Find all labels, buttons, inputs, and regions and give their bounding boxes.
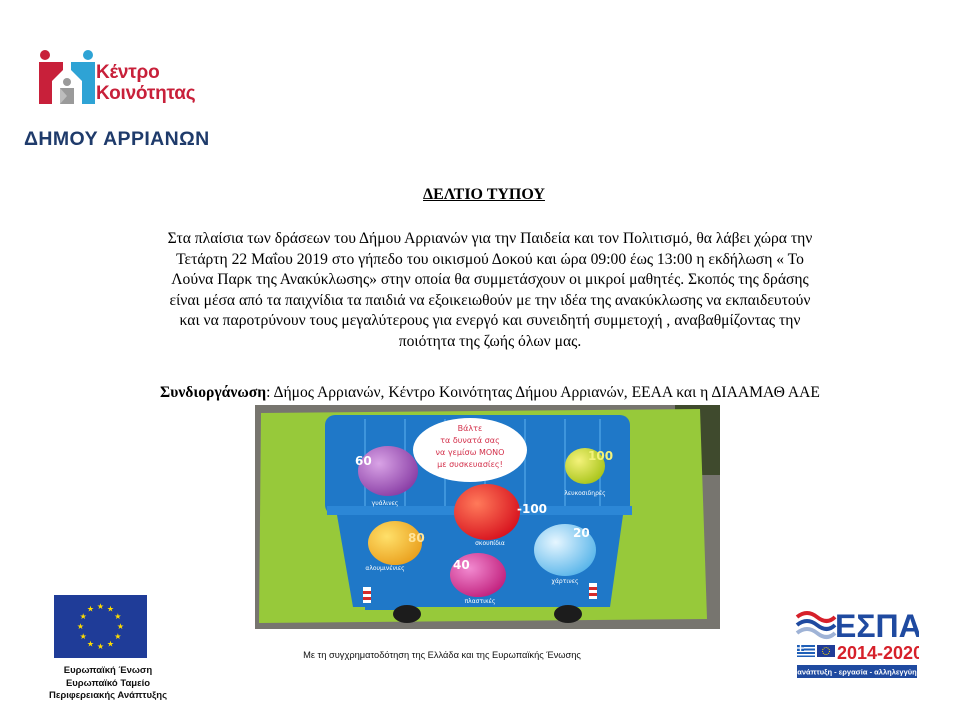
bubble-line: με συσκευασίες! xyxy=(437,460,503,469)
svg-text:★: ★ xyxy=(114,632,122,641)
co-organization xyxy=(70,384,910,402)
target-score: 100 xyxy=(588,449,614,463)
body-line: Τετάρτη 22 Μαΐου 2019 στο γήπεδο του οικισμού Δοκού και ώρα 09:00 έως 13:00 η εκδήλωση « Το xyxy=(176,250,804,268)
svg-text:★: ★ xyxy=(96,642,105,651)
target-label: χάρτινες xyxy=(551,578,579,585)
target-label: λευκοσιδηρές xyxy=(564,490,606,497)
espa-logo-icon xyxy=(795,603,919,681)
bubble-line: να γεμίσω ΜΟΝΟ xyxy=(435,448,505,457)
body-line: είναι μέσα από τα παιχνίδια τα παιδιά να εξοικειωθούν με την ιδέα της ανακύκλωσης να εκπαιδευτούν xyxy=(169,291,811,309)
eu-flag-icon xyxy=(54,595,147,658)
svg-text:★: ★ xyxy=(96,602,105,611)
co-organization-text: : Δήμος Αρριανών, Κέντρο Κοινότητας Δήμου Αρριανών, ΕΕΑΑ και η ΔΙΑΑΜΑΘ ΑΑΕ xyxy=(266,384,820,401)
kentro-koinotitas-logo-icon xyxy=(36,48,98,108)
cofunding-text: Με τη συγχρηματοδότηση της Ελλάδα και της Ευρωπαϊκής Ένωσης xyxy=(303,650,581,660)
target-score: 40 xyxy=(453,558,470,572)
target-label: γυάλινες xyxy=(371,500,399,507)
eu-flag xyxy=(54,595,147,658)
target-label: σκουπίδια xyxy=(475,540,505,547)
target-score: 20 xyxy=(573,526,590,540)
svg-text:★: ★ xyxy=(114,612,122,621)
press-release-title-text: ΔΕΛΤΙΟ ΤΥΠΟΥ xyxy=(423,186,545,203)
svg-text:★: ★ xyxy=(106,604,115,614)
target-label: αλουμινένιες xyxy=(365,565,405,572)
svg-text:★: ★ xyxy=(79,632,87,641)
eu-caption-line: Περιφερειακής Ανάπτυξης xyxy=(48,690,168,701)
body-line: Στα πλαίσια των δράσεων του Δήμου Αρριανών για την Παιδεία και τον Πολιτισμό, θα λάβει χώρα την xyxy=(167,230,813,247)
svg-text:★: ★ xyxy=(86,639,95,649)
bubble-line: τα δυνατά σας xyxy=(440,436,500,445)
eu-caption-line: Ευρωπαϊκή Ένωση xyxy=(63,665,153,676)
eu-caption-line: Ευρωπαϊκό Ταμείο xyxy=(65,677,151,689)
espa-logo xyxy=(795,603,919,681)
target-score: -100 xyxy=(517,502,548,516)
logo-text xyxy=(96,62,195,104)
target-score: 60 xyxy=(355,454,372,468)
eu-caption xyxy=(20,665,196,703)
espa-slogan: ανάπτυξη - εργασία - αλληλεγγύη xyxy=(797,667,917,677)
svg-text:★: ★ xyxy=(76,622,85,631)
co-organization-label: Συνδιοργάνωση xyxy=(160,384,267,401)
event-photo xyxy=(255,405,720,629)
target-score: 80 xyxy=(408,531,425,545)
body-line: και να παροτρύνουν τους μεγαλύτερους για ενεργό και συνειδητή συμμετοχή , αναβαθμίζοντας την xyxy=(179,312,801,329)
recycling-game-board-illustration xyxy=(255,405,720,629)
svg-text:★: ★ xyxy=(106,639,115,649)
body-line: Λούνα Παρκ της Ανακύκλωσης» στην οποία θα συμμετάσχουν οι μικροί μαθητές. Σκοπός της δράσης xyxy=(171,271,809,288)
press-release-title xyxy=(0,186,960,204)
municipality-name: ΔΗΜΟΥ ΑΡΡΙΑΝΩΝ xyxy=(24,128,210,150)
target-label: πλαστικές xyxy=(464,598,496,605)
bubble-line: Βάλτε xyxy=(457,424,483,433)
logo-text-line2: Κοινότητας xyxy=(96,83,196,104)
svg-text:★: ★ xyxy=(116,622,125,631)
svg-text:★: ★ xyxy=(79,612,87,621)
logo-text-line1: Κέντρο xyxy=(96,62,160,83)
body-line: ποιότητα της ζωής όλων μας. xyxy=(398,332,582,350)
espa-title: ΕΣΠΑ xyxy=(835,608,919,644)
espa-years: 2014-2020 xyxy=(837,643,919,663)
press-release-body xyxy=(70,229,910,352)
svg-text:★: ★ xyxy=(86,604,95,614)
